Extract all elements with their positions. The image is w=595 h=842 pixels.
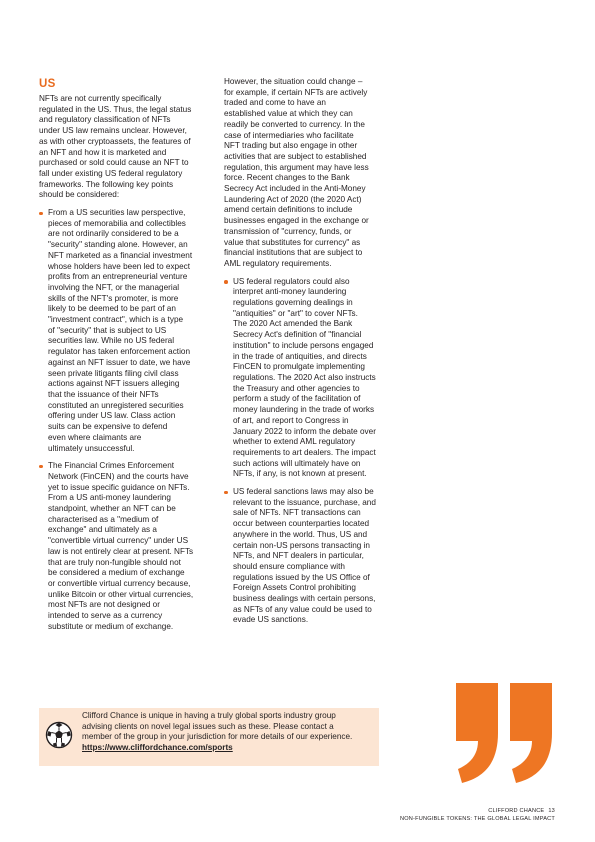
page-footer — [400, 808, 555, 823]
sports-link[interactable]: https://www.cliffordchance.com/sports — [82, 743, 233, 753]
bullet-securities-law: From a US securities law perspective, pieces of memorabilia and collectibles are not ordinarily considered to be a "security" standing alone. However, an NFT marketed as a financial investment whose holders have been led to expect profits from an entrepreneurial venture involving the NFT, or the managerial skills of the NFT's promoter, is more likely to be deemed to be part of an "investment contract", which is a type of "security" that is subject to US securities law. While no US federal regulator has taken enforcement action against an NFT issuer to date, we have seen private litigants filing civil class actions against NFT issuers alleging that the issuance of their NFTs constituted an unregistered securities offering under US law. Class action suits can be expensive to defend even where claimants are ultimately unsuccessful. — [39, 208, 211, 454]
football-icon — [45, 721, 73, 749]
callout-text — [82, 711, 376, 754]
right-bullet-list — [224, 277, 384, 627]
continuation-paragraph: However, the situation could change – for example, if certain NFTs are actively traded and come to have an established value at which they can readily be converted to currency. In the case of intermediaries who facilitate NFT trading but also engage in other activities that are subject to established regulation, this argument may have less force. Recent changes to the Bank Secrecy Act included in the Anti-Money Laundering Act of 2020 (the 2020 Act) amend certain definitions to include businesses engaged in the exchange or transmission of "currency, funds, or value that substitutes for currency" as financial institutions that are subject to AML regulatory requirements. — [224, 77, 369, 268]
bullet-fincen-guidance: The Financial Crimes Enforcement Network (FinCEN) and the courts have yet to issue specific guidance on NFTs. From a US anti-money laundering standpoint, whether an NFT can be characterised as a "medium of exchange" and ultimately as a "convertible virtual currency" under US law is not entirely clear at present. NFTs that are truly non-fungible should not be considered a medium of exchange or convertible virtual currency because, unlike Bitcoin or other virtual currencies, most NFTs are not designed or intended to serve as a currency substitute or medium of exchange. — [39, 461, 211, 632]
intro-paragraph: NFTs are not currently specifically regulated in the US. Thus, the legal status and regulatory classification of NFTs under US law remains unclear. However, as with other cryptoassets, the features of an NFT and how it is marketed and purchased or sold could cause an NFT to fall under existing US federal regulatory frameworks. The following key points should be considered: — [39, 94, 192, 200]
bullet-art-antiquities: US federal regulators could also interpret anti-money laundering regulations governing dealings in "antiquities" or "art" to cover NFTs. The 2020 Act amended the Bank Secrecy Act's definition of "financial institution" to include persons engaged in the trade of antiquities, and directs FinCEN to promulgate implementing regulations. The 2020 Act also instructs the Treasury and other agencies to perform a study of the facilitation of money laundering in the trade of works of art, and report to Congress in January 2022 to inform the debate over whether to extend AML regulatory requirements to art dealers. The impact such actions will ultimately have on NFTs, if any, is not known at present. — [224, 277, 384, 480]
page-number: 13 — [548, 808, 555, 814]
footer-subtitle: NON-FUNGIBLE TOKENS: THE GLOBAL LEGAL IMPACT — [400, 815, 555, 822]
section-heading: US — [39, 78, 56, 90]
bullet-sanctions: US federal sanctions laws may also be relevant to the issuance, purchase, and sale of NFTs. NFT transactions can occur between counterparties located anywhere in the world. Thus, US and certain non-US persons transacting in NFTs, and NFT dealers in particular, should ensure compliance with regulations issued by the US Office of Foreign Assets Control prohibiting business dealings with certain persons, as NFTs of any value could be used to evade US sanctions. — [224, 487, 384, 626]
left-bullet-list — [39, 208, 211, 632]
right-column — [224, 77, 384, 633]
callout-body: Clifford Chance is unique in having a truly global sports industry group advising clients on novel legal issues such as these. Please contact a member of the group in your jurisdiction for more details of our experience. — [82, 711, 353, 742]
quote-mark-icon — [456, 683, 556, 783]
sports-group-callout — [39, 708, 379, 766]
left-column — [39, 78, 211, 639]
footer-brand: CLIFFORD CHANCE — [488, 808, 545, 814]
